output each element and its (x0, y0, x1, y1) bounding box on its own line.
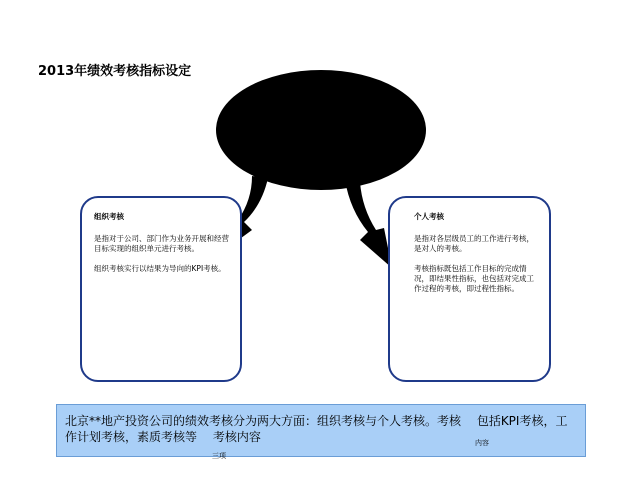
individual-assessment-card (388, 196, 551, 382)
organization-assessment-heading: 组织考核 (94, 212, 124, 221)
summary-note-below: 三项 (212, 452, 226, 460)
summary-box (56, 404, 586, 457)
right-arrow (345, 180, 392, 268)
summary-text: 北京**地产投资公司的绩效考核分为两大方面：组织考核与个人考核。考核 包括KPI考核，工作计划考核，素质考核等 考核内容 (65, 414, 568, 444)
page-title: 2013年绩效考核指标设定 (38, 64, 192, 79)
individual-assessment-heading: 个人考核 (414, 212, 444, 221)
organization-assessment-definition: 是指对于公司、部门作为业务开展和经营目标实现的组织单元进行考核。 (94, 234, 229, 253)
summary-note-right: 内容 (475, 439, 489, 447)
organization-assessment-card (80, 196, 242, 382)
organization-assessment-kpi: 组织考核实行以结果为导向的KPI考核。 (94, 264, 226, 273)
individual-assessment-indicators: 考核指标既包括工作目标的完成情况，即结果性指标，也包括对完成工作过程的考核，即过程性指标。 (414, 264, 534, 293)
center-ellipse (216, 70, 426, 190)
individual-assessment-definition: 是指对各层级员工的工作进行考核，是对人的考核。 (414, 234, 534, 253)
